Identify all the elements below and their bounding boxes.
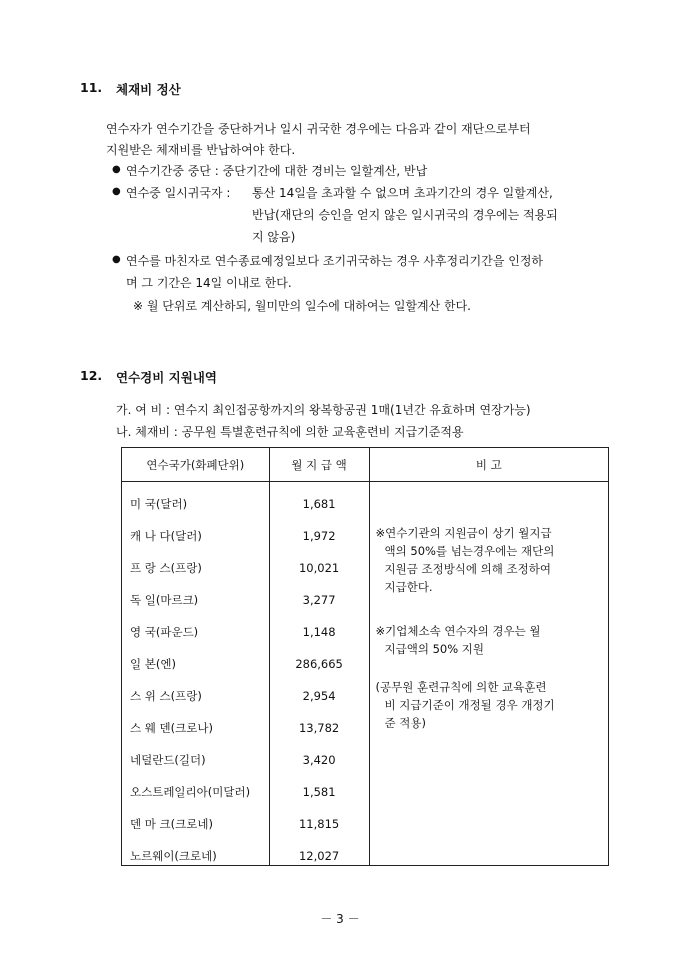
amount-column	[269, 482, 369, 866]
table-cell-amount: 1,148	[302, 625, 336, 639]
header-country: 연수국가(화폐단위)	[122, 448, 270, 482]
section-12-title: 연수경비 지원내역	[116, 370, 217, 385]
table-cell-country: 스 위 스(프랑)	[130, 689, 202, 703]
table-cell-amount: 1,972	[302, 529, 336, 543]
bullet-icon: ●	[112, 186, 121, 197]
table-cell-country: 오스트레일리아(미달러)	[130, 785, 251, 799]
bullet-2-line2: 반납(재단의 승인을 얻지 않은 일시귀국의 경우에는 적용되	[252, 208, 558, 222]
bullet-icon: ●	[112, 164, 121, 175]
page-number: － 3 －	[320, 912, 360, 926]
remark-3	[376, 678, 603, 732]
table-body-row	[122, 482, 609, 866]
table-cell-country: 영 국(파운드)	[130, 625, 199, 639]
section-11-intro-line2: 지원받은 체재비를 반납하여야 한다.	[106, 143, 296, 157]
bullet-3-line1: 연수를 마친자로 연수종료예정일보다 조기귀국하는 경우 사후정리기간을 인정하	[126, 254, 544, 268]
country-column	[122, 482, 270, 866]
remark-1-line: 지원금 조정방식에 의해 조정하여	[384, 562, 551, 576]
remark-3-line: 비 지급기준이 개정될 경우 개정기	[384, 698, 555, 712]
table-cell-amount: 1,681	[302, 497, 336, 511]
remark-2-line: 지급액의 50% 지원	[384, 642, 485, 656]
remark-1-line: ※연수기관의 지원금이 상기 월지급	[375, 526, 552, 540]
bullet-icon: ●	[112, 254, 121, 265]
table-header-row	[122, 448, 609, 482]
section-12-number: 12.	[80, 368, 103, 383]
table-cell-amount: 13,782	[298, 721, 340, 735]
remark-2-line: ※기업체소속 연수자의 경우는 월	[375, 624, 541, 638]
bullet-2-line1: 통산 14일을 초과할 수 없으며 초과기간의 경우 일할계산,	[252, 186, 553, 200]
section-11-title: 체재비 정산	[116, 82, 181, 97]
remark-2	[376, 622, 603, 658]
section-11-number: 11.	[80, 80, 103, 95]
remark-1-line: 지급한다.	[384, 580, 433, 594]
allowance-table	[121, 447, 609, 866]
bullet-1-text: 연수기간중 중단 : 중단기간에 대한 경비는 일할계산, 반납	[126, 164, 428, 178]
table-cell-amount: 11,815	[298, 817, 340, 831]
table-cell-amount: 2,954	[302, 689, 336, 703]
table-cell-country: 미 국(달러)	[130, 497, 188, 511]
table-cell-amount: 286,665	[295, 657, 343, 671]
bullet-2-label: 연수중 일시귀국자 :	[126, 186, 231, 200]
remark-1	[376, 524, 603, 596]
header-amount: 월 지 급 액	[269, 448, 369, 482]
table-cell-country: 독 일(마르크)	[130, 593, 199, 607]
table-cell-amount: 3,277	[302, 593, 336, 607]
section-11-intro-line1: 연수자가 연수기간을 중단하거나 일시 귀국한 경우에는 다음과 같이 재단으로부터	[106, 122, 531, 136]
table-cell-amount: 3,420	[302, 753, 336, 767]
table-cell-country: 노르웨이(크로네)	[130, 849, 217, 863]
table-cell-country: 덴 마 크(크로네)	[130, 817, 213, 831]
table-cell-amount: 10,021	[298, 561, 340, 575]
item-ga: 가. 여 비 : 연수지 최인접공항까지의 왕복항공권 1매(1년간 유효하며 연장가능)	[116, 403, 531, 417]
table-cell-country: 캐 나 다(달러)	[130, 529, 202, 543]
remark-3-line: (공무원 훈련규칙에 의한 교육훈련	[375, 680, 547, 694]
table-cell-country: 일 본(엔)	[130, 657, 176, 671]
header-remarks: 비 고	[369, 448, 609, 482]
remark-3-line: 준 적용)	[384, 716, 426, 730]
remark-1-line: 액의 50%를 넘는경우에는 재단의	[384, 544, 555, 558]
item-na: 나. 체재비 : 공무원 특별훈련규칙에 의한 교육훈련비 지급기준적용	[116, 425, 464, 439]
table-cell-amount: 12,027	[298, 849, 340, 863]
table-cell-amount: 1,581	[302, 785, 336, 799]
bullet-3-line2: 며 그 기간은 14일 이내로 한다.	[126, 276, 292, 290]
table-cell-country: 네덜란드(길더)	[130, 753, 206, 767]
bullet-2-line3: 지 않음)	[252, 230, 296, 244]
table-cell-country: 프 랑 스(프랑)	[130, 561, 202, 575]
note-text: ※ 월 단위로 계산하되, 월미만의 일수에 대하여는 일할계산 한다.	[133, 299, 472, 313]
remarks-column	[369, 482, 609, 866]
table-cell-country: 스 웨 덴(크로나)	[130, 721, 213, 735]
